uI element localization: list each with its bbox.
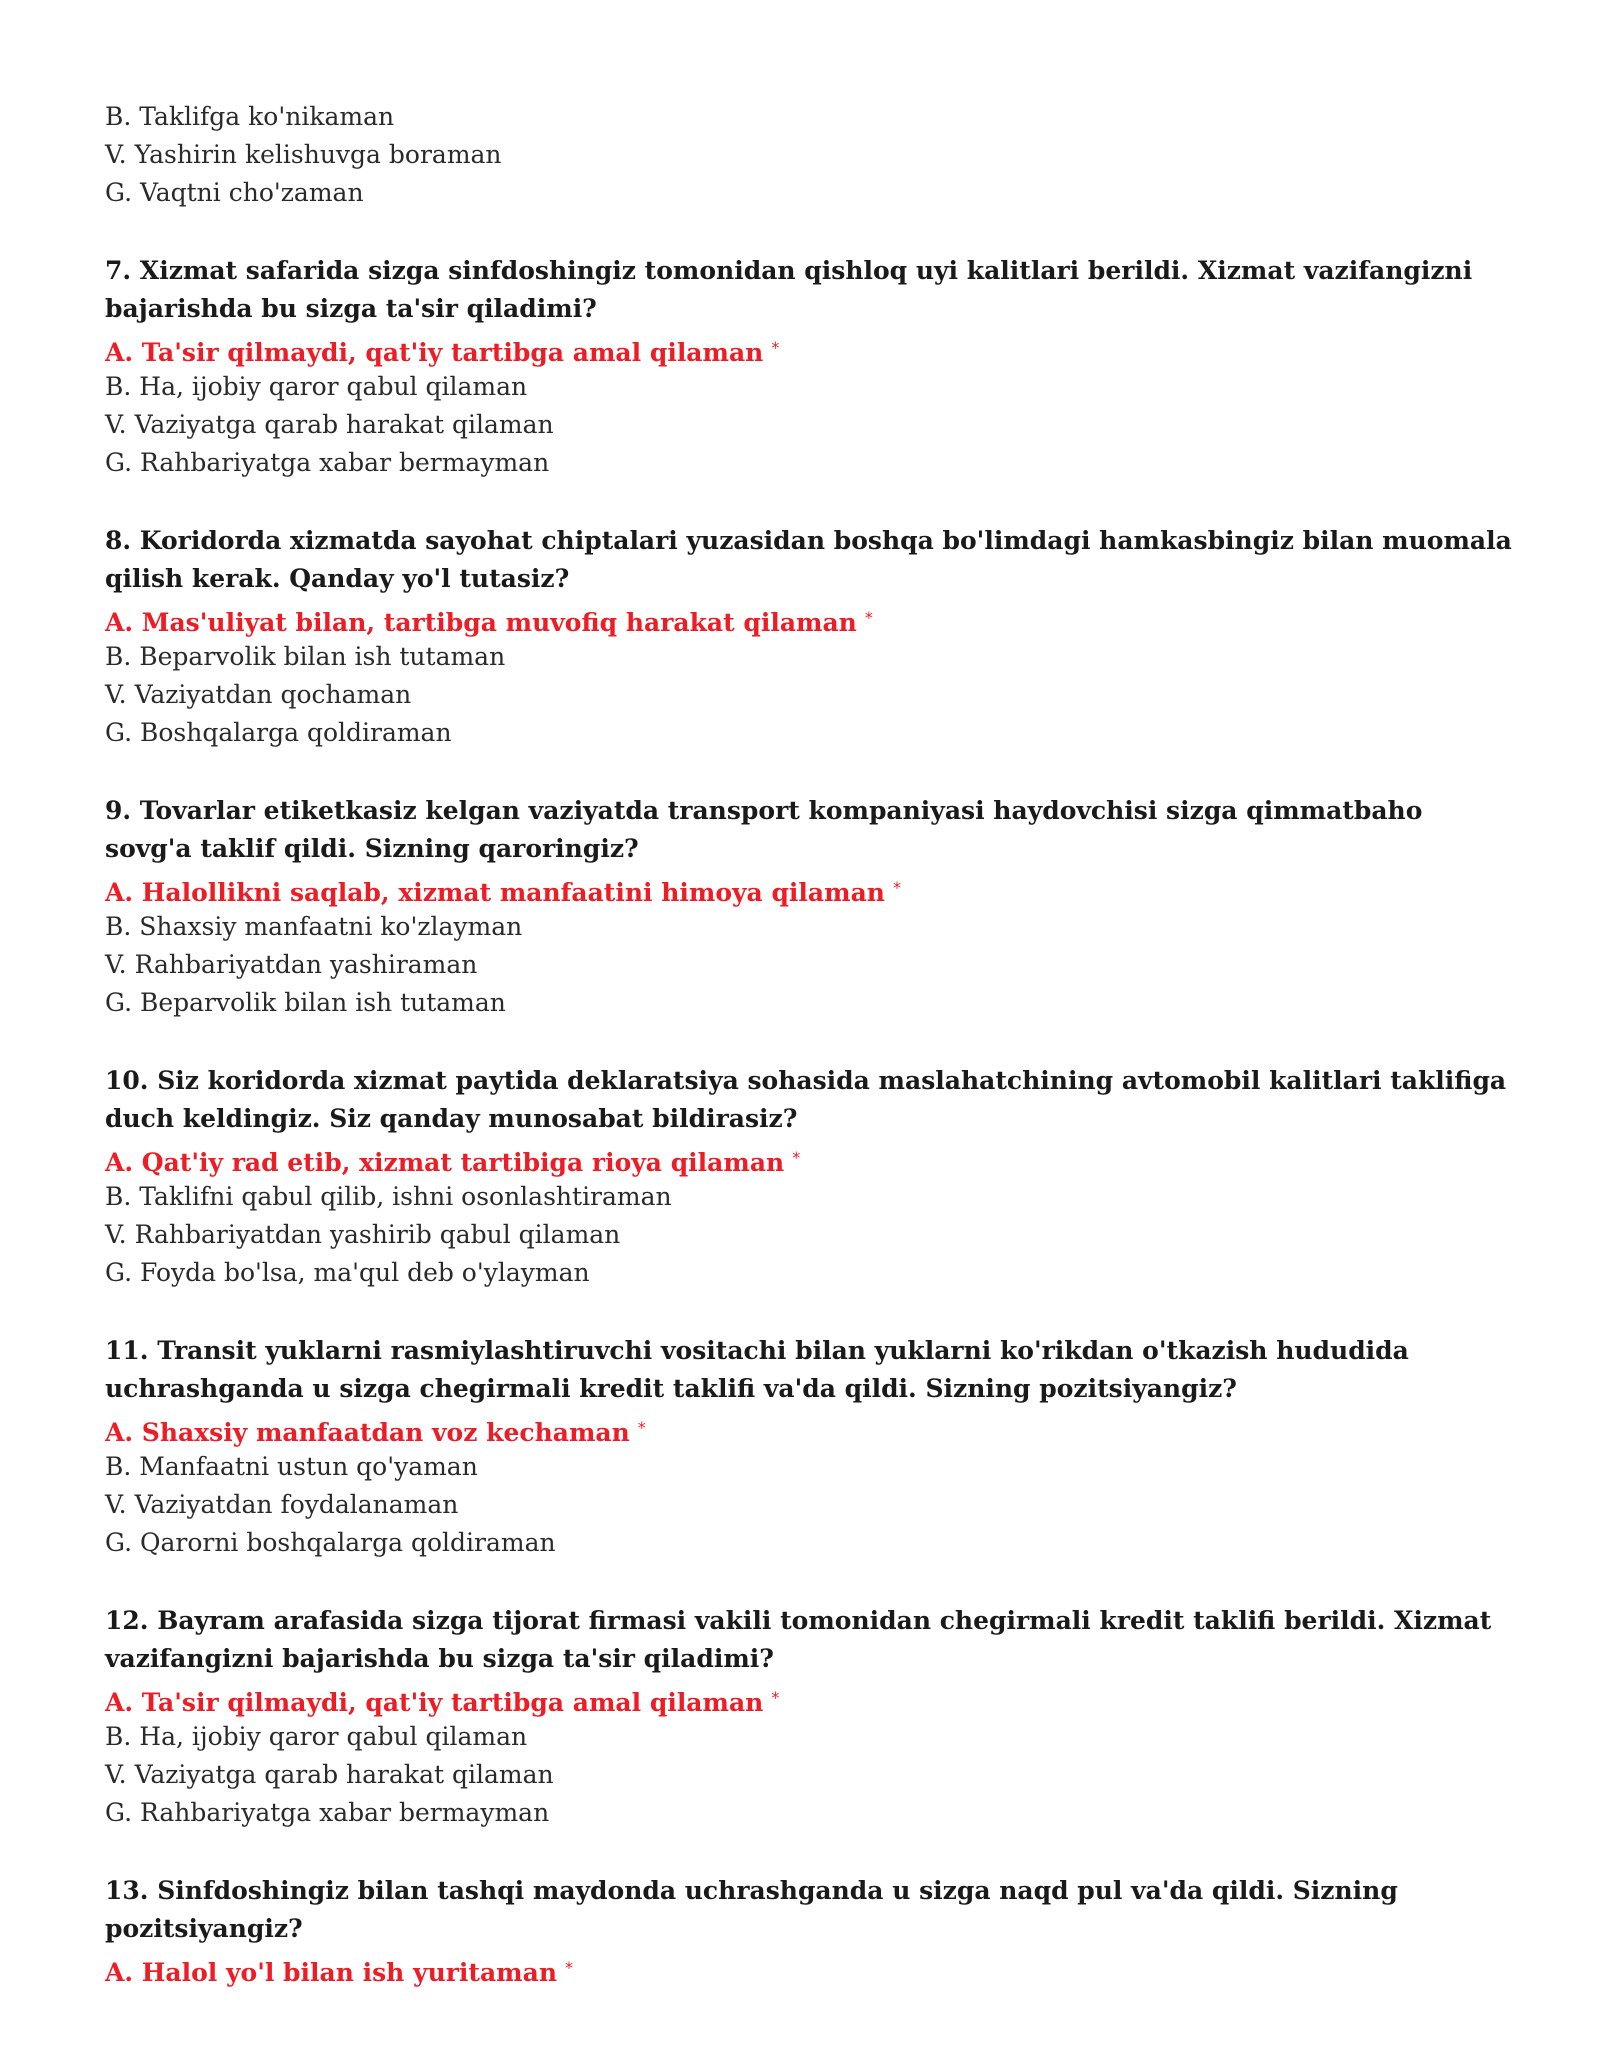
correct-answer-text: A. Halollikni saqlab, xizmat manfaatini himoya qilaman — [105, 878, 885, 907]
correct-answer-text: A. Halol yo'l bilan ish yuritaman — [105, 1958, 558, 1987]
option-g: G. Foyda bo'lsa, ma'qul deb o'ylayman — [105, 1258, 590, 1287]
option-v: V. Vaziyatga qarab harakat qilaman — [105, 1760, 554, 1789]
option-v: V. Vaziyatdan foydalanaman — [105, 1490, 459, 1519]
required-marker: * — [864, 608, 873, 627]
question-text: 13. Sinfdoshingiz bilan tashqi maydonda uchrashganda u sizga naqd pul va'da qildi. Sizning pozitsiyangiz? — [105, 1876, 1398, 1943]
option-b: B. Taklifni qabul qilib, ishni osonlashtiraman — [105, 1182, 672, 1211]
option-g: G. Beparvolik bilan ish tutaman — [105, 988, 506, 1017]
carryover-options — [105, 98, 1600, 212]
required-marker: * — [792, 1148, 801, 1167]
question-9 — [105, 792, 1600, 1022]
correct-answer — [105, 598, 1600, 638]
option-v: V. Vaziyatdan qochaman — [105, 680, 412, 709]
question-text: 10. Siz koridorda xizmat paytida deklaratsiya sohasida maslahatchining avtomobil kalitlari taklifiga duch keldingiz. Siz qanday munosabat bildirasiz? — [105, 1066, 1507, 1133]
correct-answer — [105, 1678, 1600, 1718]
option-g: G. Boshqalarga qoldiraman — [105, 718, 452, 747]
option-g: G. Qarorni boshqalarga qoldiraman — [105, 1528, 556, 1557]
question-8 — [105, 522, 1600, 752]
required-marker: * — [637, 1418, 646, 1437]
correct-answer — [105, 328, 1600, 368]
correct-answer — [105, 1138, 1600, 1178]
question-10 — [105, 1062, 1600, 1292]
option-b: B. Taklifga ko'nikaman — [105, 102, 395, 131]
option-b: B. Beparvolik bilan ish tutaman — [105, 642, 506, 671]
question-text: 7. Xizmat safarida sizga sinfdoshingiz tomonidan qishloq uyi kalitlari berildi. Xizmat vazifangizni bajarishda bu sizga ta'sir qiladimi? — [105, 256, 1473, 323]
option-b: B. Manfaatni ustun qo'yaman — [105, 1452, 478, 1481]
correct-answer-text: A. Shaxsiy manfaatdan voz kechaman — [105, 1418, 630, 1447]
option-b: B. Ha, ijobiy qaror qabul qilaman — [105, 372, 528, 401]
option-v: V. Rahbariyatdan yashiraman — [105, 950, 478, 979]
required-marker: * — [771, 338, 780, 357]
option-b: B. Ha, ijobiy qaror qabul qilaman — [105, 1722, 528, 1751]
question-11 — [105, 1332, 1600, 1562]
correct-answer-text: A. Qat'iy rad etib, xizmat tartibiga rioya qilaman — [105, 1148, 785, 1177]
question-12 — [105, 1602, 1600, 1832]
correct-answer-text: A. Ta'sir qilmaydi, qat'iy tartibga amal qilaman — [105, 338, 764, 367]
correct-answer — [105, 1948, 1600, 1988]
option-v: V. Vaziyatga qarab harakat qilaman — [105, 410, 554, 439]
correct-answer — [105, 868, 1600, 908]
option-g: G. Vaqtni cho'zaman — [105, 178, 364, 207]
required-marker: * — [565, 1958, 574, 1977]
option-v: V. Yashirin kelishuvga boraman — [105, 140, 502, 169]
question-7 — [105, 252, 1600, 482]
required-marker: * — [771, 1688, 780, 1707]
required-marker: * — [892, 878, 901, 897]
question-text: 11. Transit yuklarni rasmiylashtiruvchi vositachi bilan yuklarni ko'rikdan o'tkazish hududida uchrashganda u sizga chegirmali kredit taklifi va'da qildi. Sizning pozitsiyangiz? — [105, 1336, 1409, 1403]
option-g: G. Rahbariyatga xabar bermayman — [105, 1798, 550, 1827]
question-13 — [105, 1872, 1600, 1988]
option-v: V. Rahbariyatdan yashirib qabul qilaman — [105, 1220, 621, 1249]
question-text: 12. Bayram arafasida sizga tijorat firmasi vakili tomonidan chegirmali kredit taklifi berildi. Xizmat vazifangizni bajarishda bu sizga ta'sir qiladimi? — [105, 1606, 1492, 1673]
option-g: G. Rahbariyatga xabar bermayman — [105, 448, 550, 477]
correct-answer — [105, 1408, 1600, 1448]
question-text: 8. Koridorda xizmatda sayohat chiptalari yuzasidan boshqa bo'limdagi hamkasbingiz bilan muomala qilish kerak. Qanday yo'l tutasiz? — [105, 526, 1512, 593]
option-b: B. Shaxsiy manfaatni ko'zlayman — [105, 912, 523, 941]
correct-answer-text: A. Ta'sir qilmaydi, qat'iy tartibga amal qilaman — [105, 1688, 764, 1717]
correct-answer-text: A. Mas'uliyat bilan, tartibga muvofiq harakat qilaman — [105, 608, 857, 637]
question-text: 9. Tovarlar etiketkasiz kelgan vaziyatda transport kompaniyasi haydovchisi sizga qimmatbaho sovg'a taklif qildi. Sizning qaroringiz? — [105, 796, 1423, 863]
